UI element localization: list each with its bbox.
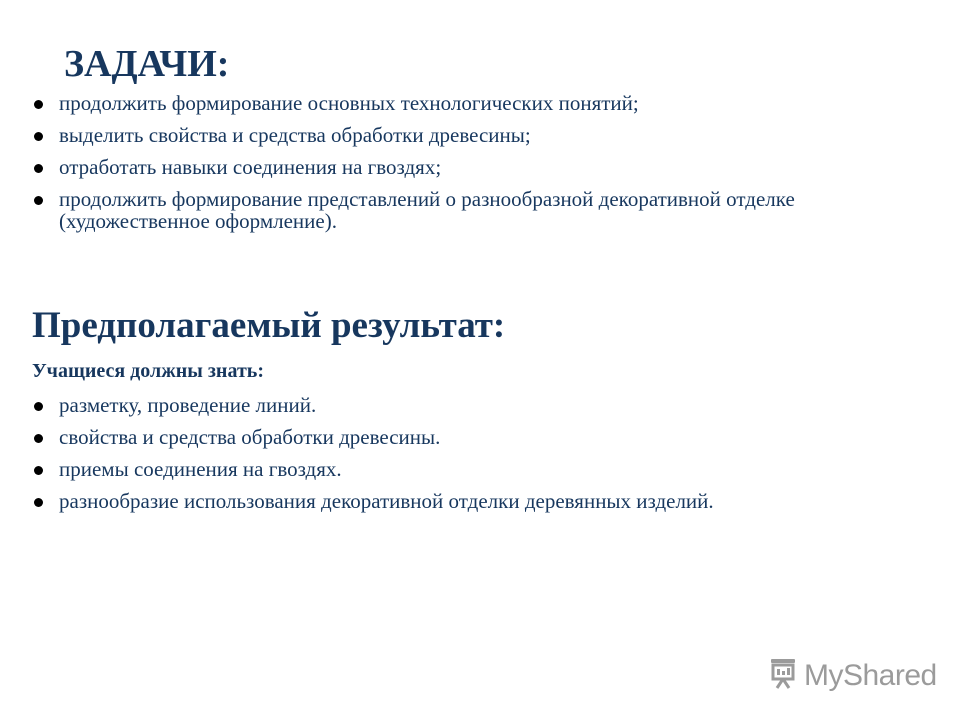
result-item: разметку, проведение линий. (32, 394, 819, 416)
result-item: приемы соединения на гвоздях. (32, 458, 819, 480)
results-list (32, 394, 819, 522)
logo-text: MyShared (804, 658, 937, 692)
students-label: Учащиеся должны знать: (32, 360, 265, 382)
result-heading: Предполагаемый результат: (32, 305, 506, 346)
slide-title: ЗАДАЧИ: (64, 43, 230, 85)
tasks-list (32, 92, 819, 242)
result-item: свойства и средства обработки древесины. (32, 426, 819, 448)
presentation-board-icon (768, 656, 798, 695)
myshared-logo[interactable] (768, 656, 937, 695)
result-item: разнообразие использования декоративной отделки деревянных изделий. (32, 490, 819, 512)
task-item: выделить свойства и средства обработки древесины; (32, 124, 819, 146)
task-item: продолжить формирование основных технологических понятий; (32, 92, 819, 114)
task-item: отработать навыки соединения на гвоздях; (32, 156, 819, 178)
task-item: продолжить формирование представлений о разнообразной декоративной отделке (художественное оформление). (32, 188, 819, 232)
